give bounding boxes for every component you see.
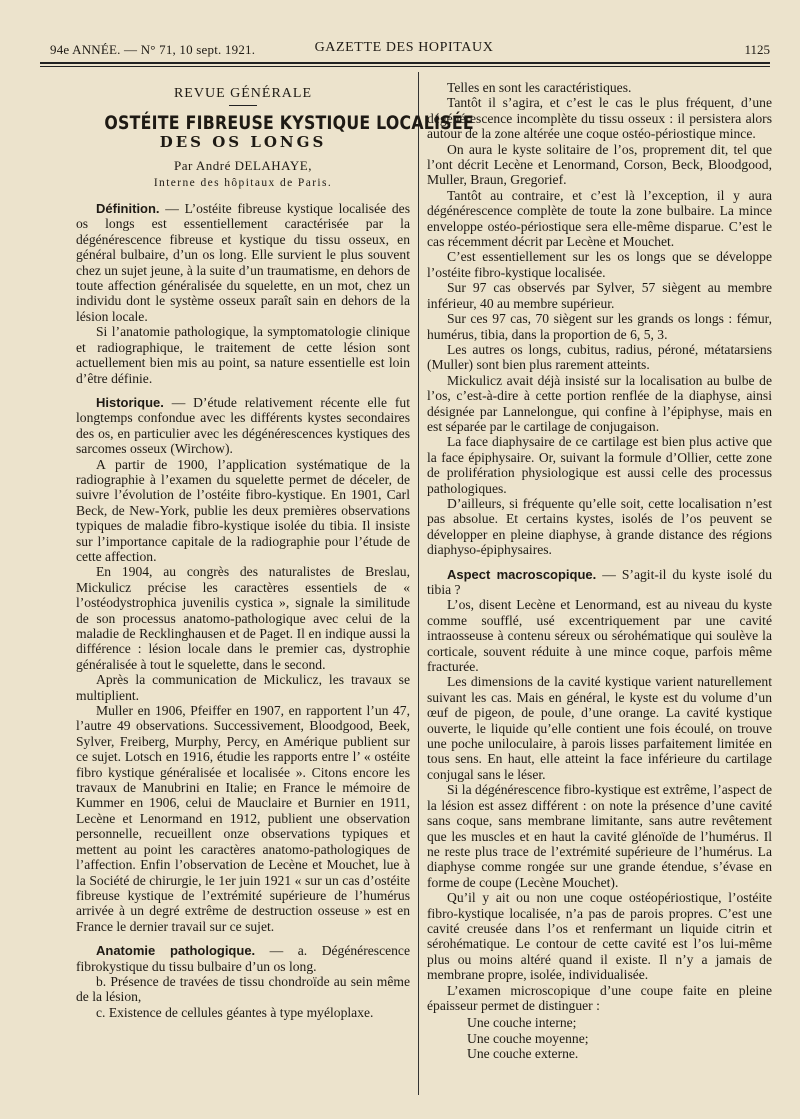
section-heading: Historique. bbox=[96, 394, 164, 410]
article-title: OSTÉITE FIBREUSE KYSTIQUE LOCALISÉE bbox=[104, 112, 474, 135]
article-subtitle: DES OS LONGS bbox=[159, 132, 327, 151]
journal-name: GAZETTE DES HOPITAUX bbox=[314, 40, 494, 55]
paragraph: Les autres os longs, cubitus, radius, péroné, métatarsiens (Muller) sont bien plus rarement atteints. bbox=[427, 341, 772, 373]
section-rubric: REVUE GÉNÉRALE bbox=[173, 86, 313, 101]
paragraph: A partir de 1900, l’application systématique de la radiographie à l’examen du squelette permet de déceler, de suivre l’évolution de l’ostéite fibro-kystique. En 1901, Carl Beck, de New-York, publie les deux premières observations typiques de maladie fibro-kystique isolée du tibia. Il insiste sur l’importance capitale de la radiographie pour l’étude de cette affection. bbox=[76, 456, 410, 564]
header-rule bbox=[40, 62, 770, 64]
layer-list bbox=[427, 1015, 772, 1061]
paragraph: La face diaphysaire de ce cartilage est bien plus active que la face épiphysaire. Or, suivant la formule d’Ollier, cette zone de prolifération physiologique est aussi celle des processus pathologiques. bbox=[427, 434, 772, 496]
paragraph: En 1904, au congrès des naturalistes de Breslau, Mickulicz précise les caractères essentiels de « l’ostéodystrophica juvenilis cystica », signale la similitude de son processus anatomo-pathologique avec celui de la maladie de Recklinghausen et de Paget. Il en indique aussi la différence : lésion locale dans le premier cas, dystrophie généralisée à tout le squelette, dans le second. bbox=[76, 564, 410, 672]
column-divider bbox=[418, 72, 419, 1095]
right-column bbox=[427, 80, 772, 1062]
list-item: Une couche moyenne; bbox=[467, 1030, 589, 1046]
running-header bbox=[38, 38, 770, 60]
list-item: Une couche interne; bbox=[467, 1015, 577, 1031]
paragraph: C’est essentiellement sur les os longs que se développe l’ostéite fibro-kystique localisée. bbox=[427, 249, 772, 280]
paragraph: D’ailleurs, si fréquente qu’elle soit, cette localisation n’est pas absolue. Et certains kystes, isolés de l’os peuvent se développer en pleine diaphyse, à grande distance des régions diaphyso-épiphysaires. bbox=[427, 495, 772, 558]
header-rule-thin bbox=[40, 66, 770, 67]
rubric-rule bbox=[229, 105, 257, 106]
paragraph: Sur ces 97 cas, 70 siègent sur les grands os longs : fémur, humérus, tibia, dans la proportion de 6, 5, 3. bbox=[427, 311, 772, 342]
page-number: 1125 bbox=[744, 42, 770, 57]
paragraph: Tantôt au contraire, et c’est là l’exception, il y aura dégénérescence complète de toute la zone bulbaire. La mince enveloppe ostéo-périostique sera elle-même disparue. C’est le cas récemment décrit par Lecène et Mouchet. bbox=[427, 187, 772, 250]
paragraph: Aspect macroscopique. — S’agit-il du kyste isolé du tibia ? bbox=[427, 566, 773, 597]
paragraph: Mickulicz avait déjà insisté sur la localisation au bulbe de l’os, c’est-à-dire à cette portion renflée de la diaphyse, ainsi désignée par Lannelongue, qui confine à l’épiphyse, mais en est séparée par le cartilage de conjugaison. bbox=[427, 372, 772, 434]
paragraph: Si la dégénérescence fibro-kystique est extrême, l’aspect de la lésion est assez différent : on note la présence d’une cavité sans coque, sans membrane limitante, sans autre revêtement que les muscles et en haut la cavité glénoïde de l’humérus. Il ne reste plus trace de l’extrémité supérieure de l’humérus. La diaphyse comme rongée sur une grande étendue, s’évase en forme de coupe (Lecène Mouchet). bbox=[427, 782, 772, 890]
author-byline: Par André DELAHAYE, bbox=[174, 158, 312, 174]
section-heading: Aspect macroscopique. bbox=[447, 566, 597, 582]
paragraph: Les dimensions de la cavité kystique varient naturellement suivant les cas. Mais en général, le kyste est du volume d’un œuf de pigeon, de poule, d’une orange. La cavité kystique ouverte, le liquide qu’elle contient une fois écoulé, on trouve une poche uniloculaire, à parois lisses parfaitement limitée en tous sens. En haut, elle atteint la face inférieure du cartilage conjugal sans le léser. bbox=[427, 674, 772, 782]
section-heading: Anatomie pathologique. bbox=[96, 943, 256, 959]
paragraph: L’os, disent Lecène et Lenormand, est au niveau du kyste comme soufflé, usé excentriquement par une cavité intraosseuse à contenu séreux ou sérohématique qui soulève la corticale, souvent réduite à une mince coque, parfois même fracturée. bbox=[427, 597, 772, 675]
paragraph: L’examen microscopique d’une coupe faite en pleine épaisseur permet de distinguer : bbox=[427, 982, 772, 1013]
paragraph: Sur 97 cas observés par Sylver, 57 siègent au membre inférieur, 40 au membre supérieur. bbox=[427, 280, 772, 311]
paragraph: c. Existence de cellules géantes à type myéloplaxe. bbox=[96, 1004, 374, 1020]
paragraph: Historique. — D’étude relativement récente elle fut longtemps confondue avec les différents kystes secondaires des os, en particulier avec les dégénérescences kystiques des sarcomes osseux (Wirchow). bbox=[76, 394, 410, 457]
left-column bbox=[76, 80, 474, 1020]
issue-info: 94e ANNÉE. — N° 71, 10 sept. 1921. bbox=[50, 42, 256, 57]
paragraph: Définition. — L’ostéite fibreuse kystique localisée des os longs est essentiellement caractérisée par la dégénérescence fibreuse et kystique du tissu osseux, en général bulbaire, d’un os long. Elle survient le plus souvent chez un sujet jeune, à la suite d’un traumatisme, en dehors de toute affection généralisée du squelette, en un mot, chez un individu dont le système osseux paraît sain en dehors de la lésion locale. bbox=[76, 201, 410, 324]
paragraph: On aura le kyste solitaire de l’os, proprement dit, tel que l’ont décrit Lecène et Lenormand, Corson, Beck, Bloodgood, Muller, Braun, Gregorief. bbox=[427, 141, 772, 188]
paragraph: Après la communication de Mickulicz, les travaux se multiplient. bbox=[76, 672, 410, 703]
paragraph: Anatomie pathologique. — a. Dégénérescence fibrokystique du tissu bulbaire d’un os long. bbox=[76, 943, 411, 974]
paragraph: Qu’il y ait ou non une coque ostéopériostique, l’ostéite fibro-kystique localisée, n’a pas de parois propres. C’est une cavité creusée dans l’os et renfermant un liquide citrin et sérohématique. Le contour de cette cavité est l’os lui-même plus ou moins altéré quand il existe. Il n’y a jamais de membrane propre, isolée, individualisée. bbox=[427, 890, 772, 983]
paragraph: Si l’anatomie pathologique, la symptomatologie clinique et radiographique, le traitement de cette lésion sont actuellement bien mis au point, sa nature essentielle est loin d’être définie. bbox=[76, 324, 410, 386]
paragraph: Muller en 1906, Pfeiffer en 1907, en rapportent l’un 47, l’autre 49 observations. Successivement, Bloodgood, Beek, Sylver, Freiberg, Murphy, Percy, en Amérique publient sur ce sujet. Lotsch en 1916, étudie les rapports entre l’ « ostéite fibro kystique généralisée et localisée ». Citons encore les travaux de Manubrini en Italie; en France le mémoire de Kummer en 1906, celui de Mauclaire et Burnier en 1911, Lecène et Lenormand en 1912, publient une observation personnelle, recueillent onze observations typiques et mettent au point les caractères anatomo-pathologiques de l’affection. Enfin l’observation de Lecène et Mouchet, lue à la Société de chirurgie, le 1er juin 1921 « sur un cas d’ostéite fibreuse kystique de l’extrémité supérieure de l’humérus arrivée à un degré extrême de destruction osseuse » est en France le dernier travail sur ce sujet. bbox=[76, 703, 410, 934]
section-heading: Définition. bbox=[96, 201, 160, 217]
paragraph: Telles en sont les caractéristiques. bbox=[447, 80, 632, 95]
list-item: Une couche externe. bbox=[467, 1046, 579, 1062]
paragraph: Tantôt il s’agira, et c’est le cas le plus fréquent, d’une dégénérescence incomplète du tissu osseux : il persistera alors autour de la zone altérée une coque ostéo-périostique mince. bbox=[427, 95, 772, 142]
author-affiliation: Interne des hôpitaux de Paris. bbox=[153, 176, 333, 189]
paragraph: b. Présence de travées de tissu chondroïde au sein même de la lésion, bbox=[76, 973, 410, 1005]
